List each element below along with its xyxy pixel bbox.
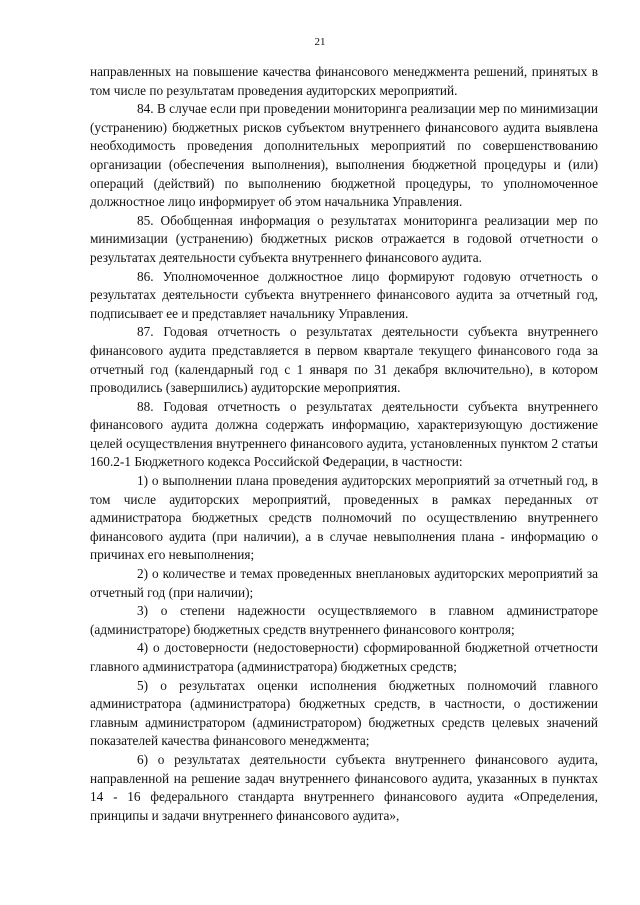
list-item-6: 6) о результатах деятельности субъекта внутреннего финансового аудита, направленной на решение задач внутреннего финансового аудита, указанных в пунктах 14 - 16 федерального стандарта внутреннего финансового аудита «Определения, принципы и задачи внутреннего финансового аудита», [90,751,598,823]
page-number: 21 [314,36,326,48]
list-item-5: 5) о результатах оценки исполнения бюджетных полномочий главного администратора (администратора) бюджетных средств, в частности, о достижении главным администратором (администратором) бюджетных средств целевых значений показателей качества финансового менеджмента; [90,677,598,749]
document-body [90,63,598,825]
paragraph-86: 86. Уполномоченное должностное лицо формируют годовую отчетность о результатах деятельности субъекта внутреннего финансового аудита за отчетный год, подписывает ее и представляет начальнику Управления. [90,268,598,321]
list-item-3: 3) о степени надежности осуществляемого в главном администраторе (администраторе) бюджетных средств внутреннего финансового контроля; [90,603,598,637]
list-item-1: 1) о выполнении плана проведения аудиторских мероприятий за отчетный год, в том числе аудиторских мероприятий, проведенных в рамках переданных от администратора бюджетных средств полномочий по осуществлению внутреннего финансового аудита (при наличии), а в случае невыполнения плана - информацию о причинах его невыполнения; [90,473,598,563]
paragraph-84: 84. В случае если при проведении мониторинга реализации мер по минимизации (устранению) бюджетных рисков субъектом внутреннего финансового аудита выявлена необходимость проведения дополнительных мероприятий по совершенствованию организации (обеспечения выполнения), выполнения бюджетной процедуры и (или) операций (действий) по выполнению бюджетной процедуры, то уполномоченное должностное лицо информирует об этом начальника Управления. [90,101,598,210]
list-item-4: 4) о достоверности (недостоверности) сформированной бюджетной отчетности главного администратора (администратора) бюджетных средств; [90,640,598,674]
paragraph-87: 87. Годовая отчетность о результатах деятельности субъекта внутреннего финансового аудита представляется в первом квартале текущего финансового года за отчетный год (календарный год с 1 января по 31 декабря включительно), в котором проводились (завершились) аудиторские мероприятия. [90,324,598,396]
paragraph-85: 85. Обобщенная информация о результатах мониторинга реализации мер по минимизации (устранению) бюджетных рисков отражается в годовой отчетности о результатах деятельности субъекта внутреннего финансового аудита. [90,212,598,265]
list-item-2: 2) о количестве и темах проведенных внеплановых аудиторских мероприятий за отчетный год (при наличии); [90,566,598,600]
paragraph-88: 88. Годовая отчетность о результатах деятельности субъекта внутреннего финансового аудита должна содержать информацию, характеризующую достижение целей осуществления внутреннего финансового аудита, установленных пунктом 2 статьи 160.2-1 Бюджетного кодекса Российской Федерации, в частности: [90,398,598,470]
paragraph-continuation: направленных на повышение качества финансового менеджмента решений, принятых в том числе по результатам проведения аудиторских мероприятий. [90,64,598,98]
